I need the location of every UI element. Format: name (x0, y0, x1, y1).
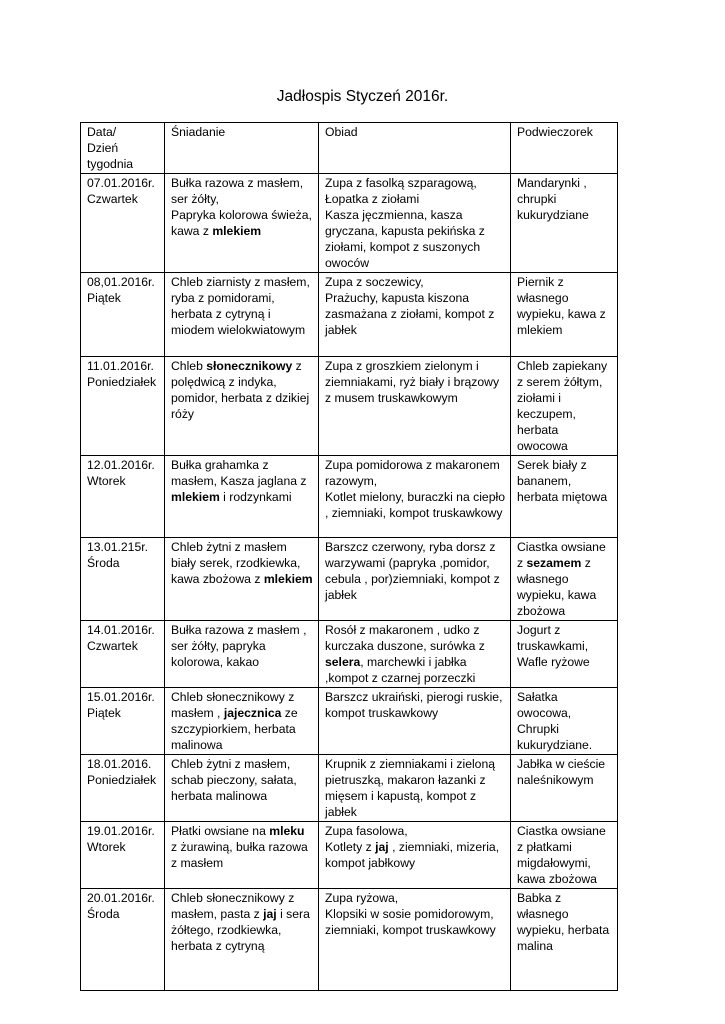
lunch-cell (319, 456, 511, 538)
text-segment: Zupa ryżowa, Klopsiki w sosie pomidorowym, ziemniaki, kompot truskawkowy (325, 891, 496, 937)
breakfast-cell (165, 621, 319, 688)
text-segment: , marchewki i jabłka ,kompot z czarnej porzeczki (325, 655, 476, 685)
menu-table (80, 122, 618, 991)
snack-cell (511, 822, 618, 889)
snack-cell (511, 889, 618, 991)
date-cell: 14.01.2016r. Czwartek (81, 621, 165, 688)
text-segment: Barszcz czerwony, ryba dorsz z warzywami (papryka ,pomidor, cebula , por)ziemniaki, kompot z jabłek (325, 540, 500, 602)
date-cell: 13.01.215r. Środa (81, 538, 165, 621)
snack-cell (511, 174, 618, 273)
text-segment: , ziemniaki, mizeria, kompot jabłkowy (325, 840, 500, 870)
text-segment: Babka z własnego wypieku, herbata malina (517, 891, 610, 953)
bold-text: mlekiem (212, 224, 262, 238)
table-row (81, 273, 618, 357)
bold-text: jaj (263, 907, 277, 921)
header-snack: Podwieczorek (511, 123, 618, 174)
text-segment: z polędwicą z indyka, pomidor, herbata z dzikiej róży (171, 359, 310, 421)
date-cell: 08,01.2016r. Piątek (81, 273, 165, 357)
text-segment: Bułka grahamka z masłem, Kasza jaglana z (171, 458, 307, 488)
lunch-cell (319, 174, 511, 273)
date-cell: 20.01.2016r. Środa (81, 889, 165, 991)
lunch-cell (319, 688, 511, 755)
text-segment: z własnego wypieku, kawa zbożowa (517, 556, 597, 618)
bold-text: mlekiem (263, 572, 313, 586)
breakfast-cell (165, 889, 319, 991)
text-segment: Bułka razowa z masłem, ser żółty, Papryka kolorowa świeża, kawa z (171, 176, 312, 238)
lunch-cell (319, 357, 511, 456)
lunch-cell (319, 889, 511, 991)
breakfast-cell (165, 755, 319, 822)
text-segment: Ciastka owsiane z (517, 540, 606, 570)
text-segment: Zupa z soczewicy, Prażuchy, kapusta kiszona zasmażana z ziołami, kompot z jabłek (325, 275, 495, 337)
text-segment: Bułka razowa z masłem , ser żółty, papryka kolorowa, kakao (171, 623, 307, 669)
table-row (81, 621, 618, 688)
lunch-cell (319, 822, 511, 889)
text-segment: Zupa z fasolką szparagową, Łopatka z ziołami Kasza jęczmienna, kasza gryczana, kapusta pekińska z ziołami, kompot z suszonych owoców (325, 176, 485, 270)
breakfast-cell (165, 174, 319, 273)
lunch-cell (319, 755, 511, 822)
text-segment: Rosół z makaronem , udko z kurczaka duszone, surówka z (325, 623, 485, 653)
table-row (81, 822, 618, 889)
breakfast-cell (165, 688, 319, 755)
table-row (81, 889, 618, 991)
text-segment: Chleb żytni z masłem biały serek, rzodkiewka, kawa zbożowa z (171, 540, 301, 586)
text-segment: Jabłka w cieście naleśnikowym (517, 757, 606, 787)
text-segment: Chleb zapiekany z serem żółtym, ziołami i keczupem, herbata owocowa (517, 359, 608, 453)
breakfast-cell (165, 538, 319, 621)
date-cell: 07.01.2016r. Czwartek (81, 174, 165, 273)
snack-cell (511, 273, 618, 357)
bold-text: mleku (269, 824, 305, 838)
table-row (81, 755, 618, 822)
text-segment: Sałatka owocowa, Chrupki kukurydziane. (517, 690, 593, 752)
text-segment: Chleb żytni z masłem, schab pieczony, sałata, herbata malinowa (171, 757, 297, 803)
table-row (81, 688, 618, 755)
lunch-cell (319, 273, 511, 357)
text-segment: ze szczypiorkiem, herbata malinowa (171, 706, 298, 752)
text-segment: Ciastka owsiane z płatkami migdałowymi, kawa zbożowa (517, 824, 606, 886)
bold-text: selera (325, 655, 361, 669)
bold-text: jajecznica (223, 706, 282, 720)
header-lunch: Obiad (319, 123, 511, 174)
text-segment: Krupnik z ziemniakami i zieloną pietruszką, makaron łazanki z mięsem i kapustą, kompot z jabłek (325, 757, 496, 819)
text-segment: Zupa fasolowa, Kotlety z (325, 824, 408, 854)
bold-text: mlekiem (171, 490, 220, 504)
text-segment: z żurawiną, bułka razowa z masłem (171, 840, 308, 870)
breakfast-cell (165, 456, 319, 538)
text-segment: Piernik z własnego wypieku, kawa z mlekiem (517, 275, 606, 337)
header-breakfast: Śniadanie (165, 123, 319, 174)
page-title: Jadłospis Styczeń 2016r. (276, 88, 449, 105)
breakfast-cell (165, 822, 319, 889)
table-row (81, 357, 618, 456)
text-segment: Chleb słonecznikowy z masłem , (171, 690, 295, 720)
snack-cell (511, 538, 618, 621)
table-row (81, 456, 618, 538)
table-row (81, 538, 618, 621)
date-cell: 11.01.2016r. Poniedziałek (81, 357, 165, 456)
text-segment: Barszcz ukraiński, pierogi ruskie, kompot truskawkowy (325, 690, 503, 720)
bold-text: sezamem (526, 556, 582, 570)
date-cell: 19.01.2016r. Wtorek (81, 822, 165, 889)
bold-text: słonecznikowy (206, 359, 293, 373)
breakfast-cell (165, 357, 319, 456)
table-row (81, 174, 618, 273)
bold-text: jaj (375, 840, 389, 854)
snack-cell (511, 688, 618, 755)
snack-cell (511, 621, 618, 688)
snack-cell (511, 755, 618, 822)
snack-cell (511, 456, 618, 538)
header-date: Data/ Dzień tygodnia (81, 123, 165, 174)
text-segment: Zupa z groszkiem zielonym i ziemniakami, ryż biały i brązowy z musem truskawkowym (325, 359, 500, 405)
date-cell: 15.01.2016r. Piątek (81, 688, 165, 755)
text-segment: Chleb słonecznikowy z masłem, pasta z (171, 891, 295, 921)
breakfast-cell (165, 273, 319, 357)
date-cell: 12.01.2016r. Wtorek (81, 456, 165, 538)
text-segment: i rodzynkami (219, 490, 292, 504)
date-cell: 18.01.2016. Poniedziałek (81, 755, 165, 822)
text-segment: Chleb (171, 359, 207, 373)
text-segment: Chleb ziarnisty z masłem, ryba z pomidorami, herbata z cytryną i miodem wielokwiatowym (171, 275, 310, 337)
text-segment: Zupa pomidorowa z makaronem razowym, Kotlet mielony, buraczki na ciepło , ziemniaki, kompot truskawkowy (325, 458, 505, 520)
text-segment: Serek biały z bananem, herbata miętowa (517, 458, 608, 504)
text-segment: Mandarynki , chrupki kukurydziane (517, 176, 589, 222)
table-header-row (81, 123, 618, 174)
lunch-cell (319, 538, 511, 621)
text-segment: Jogurt z truskawkami, Wafle ryżowe (517, 623, 590, 669)
snack-cell (511, 357, 618, 456)
lunch-cell (319, 621, 511, 688)
text-segment: Płatki owsiane na (171, 824, 270, 838)
text-segment: i sera żółtego, rzodkiewka, herbata z cytryną (171, 907, 310, 953)
